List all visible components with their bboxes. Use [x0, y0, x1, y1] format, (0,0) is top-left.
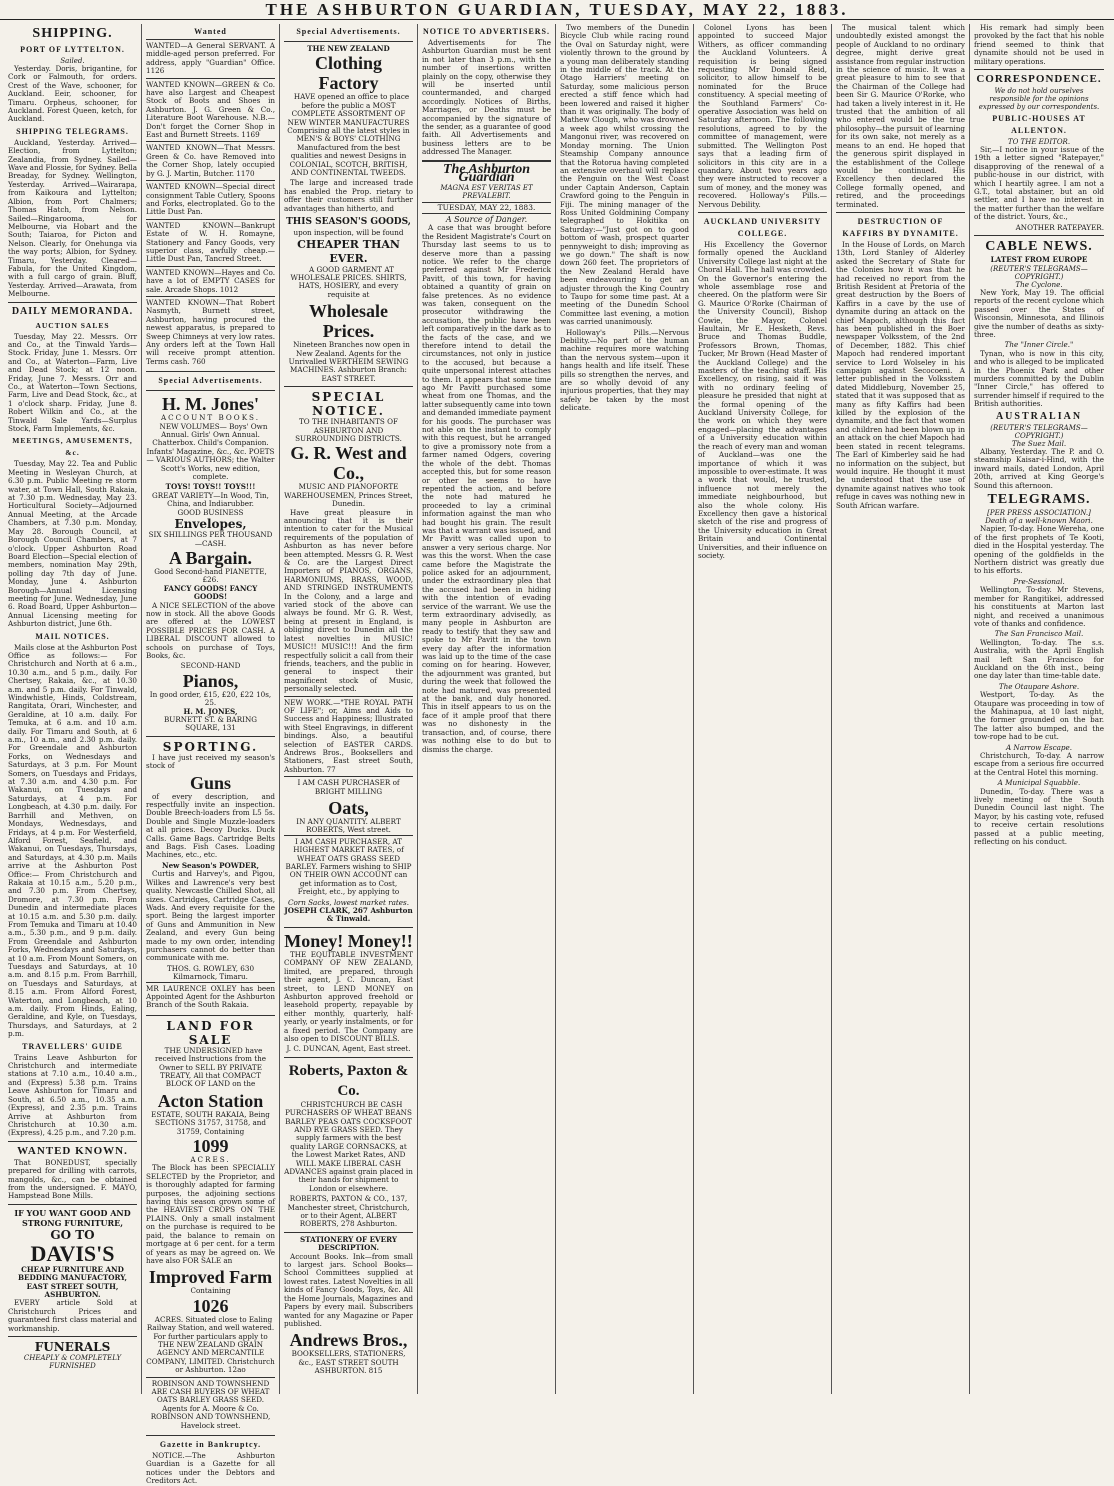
wanted-ad-6: WANTED KNOWN—Hayes and Co. have a lot of EMPTY CASES for sale. Arcade Shops. 1012 [146, 266, 275, 296]
sporting-heading: SPORTING. [162, 739, 259, 754]
news-paragraphs-2: Colonel Lyons has been appointed to succeed Major Withers, as officer commanding the Auckland Volunteers. A requisition is being signed requesting Mr Donald Reid, solicitor, to allow himself to be nominated for the Bruce constituency. A special meeting of the Southland Farmers' Co-operative Association was held on Saturday afternoon. The following resolutions, agreed to by the committee of management, were submitted. The Wellington Post says that a leading firm of solicitors in this city are in a quandary. About two years ago they were instructed to recover a sum of money, and the money was recovered. Holloway's Pills.—Nervous Debility. [698, 23, 827, 209]
clothing-text-2: The large and increased trade has enabled the Prop. rietary to offer their customers still further advantages than hitherto, and [284, 178, 413, 213]
port-heading: PORT OF LYTTELTON. [20, 45, 125, 54]
sporting-signature: THOS. G. ROWLEY, 630 Kilmarnock, Timaru. [166, 963, 255, 982]
acres-number: 1099 [192, 1136, 229, 1157]
australian-heading: AUSTRALIAN [995, 410, 1083, 422]
newspaper-page [4, 23, 1110, 1486]
column-5 [556, 24, 694, 1394]
every-article-text: EVERY article Sold at Christchurch Prices and guaranteed first class material and workmanship. [8, 1298, 137, 1333]
acton-sub: ESTATE, SOUTH RAKAIA, Being SECTIONS 31757, 31758, and 31759, Containing [151, 1109, 270, 1136]
special-notice-text: TO THE INHABITANTS OF ASHBURTON AND SURROUNDING DISTRICTS. [295, 417, 402, 443]
column-8 [970, 24, 1108, 1394]
column-1 [4, 24, 142, 1394]
money-text: THE EQUITABLE INVESTMENT COMPANY OF NEW ZEALAND, limited, are prepared, through their agent, J. C. Duncan, East street, to LEND MONEY on Ashburton approved freehold or leasehold property, repayable by either monthly, quarterly, half-yearly, or yearly instalments, or for a fixed period. The Company are also open to DISCOUNT BILLS. [284, 949, 413, 1043]
clothing-text-3: A GOOD GARMENT AT WHOLESALE PRICES. SHIRTS, HATS, HOSIERY, and every requisite at [290, 264, 407, 299]
telegram-3-text: Wellington, To-day. The s.s. Australia, with the April English mail left San Francisco for Auckland on the 6th inst., being one day later than time-table date. [974, 637, 1104, 681]
kaffirs-heading: DESTRUCTION OF KAFFIRS BY DYNAMITE. [842, 216, 959, 238]
public-houses-heading: PUBLIC-HOUSES AT ALLENTON. [992, 114, 1086, 136]
fancy-goods-heading: FANCY GOODS! FANCY GOODS! [163, 583, 258, 602]
land-heading: LAND FOR SALE [166, 1018, 255, 1047]
wholesale-heading: Wholesale Prices. [309, 301, 388, 342]
money-heading: Money! Money!! [284, 930, 413, 951]
oxley-ad: MR LAURENCE OXLEY has been Appointed Agent for the Ashburton Branch of the South Rakaia. [146, 982, 275, 1012]
telegram-5-text: Christchurch, To-day. A narrow escape from a serious fire occurred at the Central Hotel this morning. [974, 751, 1104, 777]
wanted-ad-1: WANTED—A General SERVANT. A middle-aged person preferred. For address, apply "Guardian" Office. 1126 [146, 39, 275, 78]
clothing-factory-heading: Clothing Factory [314, 53, 383, 94]
jones-signature: H. M. JONES, [183, 706, 238, 716]
bargain-text: Good Second-hand PIANETTE, £26. [154, 566, 267, 585]
andrews-sub: BOOKSELLERS, STATIONERS, &c., EAST STREET SOUTH ASHBURTON. 815 [291, 1349, 406, 1376]
telegram-2-heading: Pre-Sessional. [1013, 576, 1065, 586]
public-houses-text: Sir,—I notice in your issue of the 19th a letter signed "Ratepayer," disapproving of the renewal of a public-house in our district, with which I heartily agree. I am not a G.T., total abstainer, but an old settler, and I have no interest in the matter further than the welfare of the district. Yours, &c., [974, 145, 1104, 222]
purchaser-ad: I AM CASH PURCHASER of BRIGHT MILLING [284, 776, 413, 798]
sporting-intro: I have just received my season's stock of [146, 752, 275, 771]
stationery-text: Account Books. Ink—from small to largest jars. School Books—School Committees supplied at lowest rates. Latest Novelties in all kinds of Fancy Goods, Toys, &c. All the Home Journals, Magazines and Papers by every mail. Subscribers wanted for any Magazine or Paper published. [284, 1251, 413, 1328]
suez-heading: The Suez Mail. [1011, 438, 1067, 448]
auction-heading: AUCTION SALES [35, 320, 110, 330]
notice-advertisers-heading: NOTICE TO ADVERTISERS. [422, 27, 550, 36]
new-work-ad: NEW WORK.—"THE ROYAL PATH OF LIFE"; or, Aims and Aids to Success and Happiness; Illustrated with Steel Engravings, in different bindings. Also, a beautiful selection of EASTER CARDS. Andrews Bros., Booksellers and Stationers, East street South, Ashburton. 77 [284, 696, 413, 777]
guide-text: Trains Leave Ashburton for Christchurch and intermediate stations at 7.10 a.m., 10.40 a.m., and (Express) 5.38 p.m. Trains Leave Ashburton for Timaru and South, at 6.50 a.m., 10.35 a.m. (Express), and 2.35 p.m. Trains Arrive at Ashburton from Christchurch at 10.30 a.m. (Express), 4.25 p.m., and 7.20 p.m. [8, 1052, 137, 1138]
wanted-ad-3: WANTED KNOWN—That Messrs. Green & Co. have Removed into the Corner Shop, lately occupied by G. J. Martin, Butcher. 1170 [146, 141, 275, 180]
improved-text: ACRES. Situated close to Ealing Railway Station, and well watered. For further particulars apply to THE NEW ZEALAND GRAIN AGENCY AND MERCANTILE COMPANY, LIMITED. Christchurch or Ashburton. 12ao [146, 1314, 275, 1375]
guns-heading: Guns [189, 772, 232, 793]
davis-name: DAVIS'S [30, 1240, 115, 1266]
gazette-text: NOTICE.—The Ashburton Guardian is a Gazette for all notices under the Debtors and Creditors Act. [146, 1451, 275, 1486]
wholesale-text: Nineteen Branches now open in New Zealand. Agents for the Unrivalled WERTHEIM SEWING MACHINES. Ashburton Branch: EAST STREET. [288, 340, 410, 383]
roberts-heading: Roberts, Paxton & Co. [288, 1062, 409, 1099]
oats-heading: Oats, [328, 798, 369, 818]
clothing-text: HAVE opened an office to place before the public a MOST COMPLETE ASSORTMENT OF NEW WINTER MANUFACTURES Comprising all the latest styles in MEN'S & BOYS' CLOTHING Manufactured from the best qualities and newest Designs in COLONIAL, SCOTCH, BRITISH, AND CONTINENTAL TWEEDS. [287, 92, 410, 178]
jones-text: NEW VOLUMES— Boys' Own Annual. Girls' Own Annual. Chatterbox. Child's Companion. Infants' Magazine, &c., &c. POETS— VARIOUS AUTHORS; the Walter Scott's Works, new edition, complete. [146, 421, 275, 482]
acton-heading: Acton Station [157, 1090, 264, 1111]
telegram-4-text: Westport, To-day. As the Otaupare was proceeding in tow of the Mahinapua, at 10 last night, the former grounded on the bar. The latter also bumped, and the tow-rope had to be cut. [974, 690, 1104, 742]
telegram-1-heading: Death of a well-known Maori. [985, 516, 1093, 526]
roberts-signature: ROBERTS, PAXTON & CO., 137, Manchester street, Christchurch, or to their Agent, ALBERT ROBERTS, 278 Ashburton. [287, 1194, 410, 1229]
gazette-heading: Gazette in Bankruptcy. [159, 1440, 262, 1449]
powder-heading: New Season's POWDER, [162, 860, 259, 870]
auckland-college-text: His Excellency the Governor formally opened the Auckland University College last night at the Choral Hall. The hall was crowded. On the Governor's entering the whole assemblage rose and cheered. On the platform were Sir G. Maurice O'Rorke (Chairman of the University Council), Bishop Cowie, the Mayor, Colonel Haultain, Mr E. Hesketh, Revs. Bruce and Thomas Buddle, Professors Brown, Thomas, Tucker, Mr Brown (Head Master of the Auckland College) and the masters of the teaching staff. His Excellency, on rising, said it was with no ordinary feeling of pleasure he presided that night at the formal opening of the Auckland University College, for the work on which they were engaged—placing the advantages of a University education within the reach of every man and woman of Auckland—was one the importance of which it was impossible to over-estimate. It was a work that would, he trusted, influence not merely the immediate neighbourhood, but also the whole colony. His Excellency then gave a historical sketch of the rise and progress of the University education in Great Britain and Continental Universities, and their influence on society. [698, 239, 827, 560]
season-heading: THIS SEASON'S GOODS, [286, 217, 411, 228]
notice-advertisers-text: Advertisements for The Ashburton Guardian must be sent in not later than 3 p.m., with the number of insertions written plainly on the copy, otherwise they will be inserted until countermanded, and charged accordingly. Notices of Births, Marriages, or Deaths must be accompanied by the signature of the sender, as a guarantee of good faith. All Advertisements and business letters are to be addressed The Manager. [422, 38, 551, 157]
shipping-text: Yesterday. Doris, brigantine, for Cork or Falmouth, for orders. Crest of the Wave, schooner, for Auckland. Eeir, schooner, for Timaru. Orpheus, schooner, for Auckland. Forest Queen, ketch, for Auckland. [8, 64, 137, 124]
west-text: Have great pleasure in announcing that it is their intention to cater for the Musical requirements of the population of Ashburton as has never before been attempted. Messrs G. R. West & Co. are the Largest Direct Importers of PIANOS, ORGANS, HARMONIUMS, BRASS, WOOD, AND STRINGED INSTRUMENTS In the Colony, and a large and varied stock of the above can always be found. Mr G. R. West, being at present in England, is obliging direct to Dunedin all the latest novelties in MUSIC! MUSIC!! MUSIC!!! And the firm respectfully solicit a call from their friends, teachers, and the public in general to inspect their magnificent stock of Music, personally selected. [284, 507, 413, 694]
pianos-heading: Pianos, [182, 670, 239, 691]
cable-credit: (REUTER'S TELEGRAMS—COPYRIGHT.) [990, 264, 1088, 281]
correspondence-sub: We do not hold ourselves responsible for the opinions expressed by our correspondents. [978, 87, 1100, 112]
news-paragraphs: Two members of the Dunedin Bicycle Club while racing round the Oval on Saturday night, were violently thrown to the ground by a young man deliberately standing in the middle of the track. At the Otago Harriers' meeting on Saturday, some malicious person erected a stiff fence which had been lowered and raised it higher than it was originally. The body of Mathew Clough, who was drowned a week ago whilst crossing the Mangonui river, was recovered on Monday morning. The Union Steamship Company announce that the Rotorua having completed an extensive overhaul will replace the Penguin on the West Coast under Captain Anderson, Captain Crawford going to the Penguin in Fiji. The mining manager of the Ross United Goldmining Company telegraphed to Hokitika on Saturday:—"Just got on to good bottom of wash, prospect quarter pennyweight to dish; improving as we go down." The shaft is now down 260 feet. The proprietors of the New Zealand Herald have been endeavouring to get an adjuster through the King Country to Taupo for some time past. At a meeting of the Dunedin School Committee last evening, a motion was carried unanimously. [560, 23, 689, 327]
inner-circle-heading: The "Inner Circle." [1004, 340, 1074, 350]
funerals-sub: CHEAPLY & COMPLETELY FURNISHED [23, 1354, 122, 1370]
duncan-signature: J. C. DUNCAN, Agent, East street. [286, 1044, 411, 1054]
shipping-heading: SHIPPING. [32, 26, 113, 41]
telegram-5-heading: A Narrow Escape. [1005, 742, 1073, 752]
masthead: THE ASHBURTON GUARDIAN, TUESDAY, MAY 22, 1883. [0, 0, 1114, 20]
wanted-ad-7: WANTED KNOWN—That Robert Nasmyth, Burnett street, Ashburton, having procured the newest apparatus, is prepared to Sweep Chimneys at very low rates. Any orders left at the Town Hall will receive prompt attention. Terms cash. 760 [146, 296, 275, 368]
go-to-label: GO TO [50, 1227, 95, 1242]
envelopes-lead: GOOD BUSINESS [177, 507, 244, 517]
cash-purchaser-ad: I AM CASH PURCHASER, AT HIGHEST MARKET RATES, of WHEAT OATS GRASS SEED BARLEY. Farmers wishing to SHIP ON THEIR OWN ACCOUNT can get information as to Cost, Freight, etc., by applying to [284, 835, 413, 899]
west-sub: MUSIC AND PIANOFORTE WAREHOUSEMEN, Princes Street, Dunedin. [284, 482, 413, 509]
stationery-heading: STATIONERY OF EVERY DESCRIPTION. [299, 1234, 397, 1253]
guns-text: of every description, and respectfully invite an inspection. Double Breech-loaders from L5 5s. Double and Single Muzzle-loaders at all prices. Decoy Ducks. Duck Calls. Game Bags. Cartridge Belts and Bags. Fish Cases. Loading Machines, etc., etc. [146, 791, 275, 860]
bargain-heading: A Bargain. [168, 547, 252, 568]
special-ads-heading: Special Advertisements. [158, 376, 263, 386]
improved-acres: 1026 [192, 1295, 229, 1316]
cable-sub: LATEST FROM EUROPE [990, 255, 1088, 265]
auckland-college-heading: AUCKLAND UNIVERSITY COLLEGE. [703, 216, 822, 238]
column-6 [694, 24, 832, 1394]
oats-sub: IN ANY QUANTITY. ALBERT ROBERTS, West street. [296, 817, 401, 835]
special-notice-heading: SPECIAL NOTICE. [311, 390, 386, 419]
telegram-1-text: Napier, To-day. Hone Wereha, one of the first prophets of Te Kooti, died in the Hospital yesterday. The opening of the goldfields in the Northern district was greatly due to his efforts. [974, 524, 1104, 576]
acton-text: The Block has been SPECIALLY SELECTED by the Proprietor, and is thoroughly adapted for farming purposes, the adjoining sections having this season grown some of the HEAVIEST CROPS ON THE PLAINS. Only a small instalment on the purchase is required to be paid, the balance to remain on mortgage at 6 per cent. for a term of years as may be agreed on. We have also FOR SALE an [146, 1163, 275, 1265]
meetings-heading: MEETINGS, AMUSEMENTS, &c. [12, 436, 133, 458]
column-7 [832, 24, 970, 1394]
land-text: THE UNDERSIGNED have received Instructions from the Owner to SELL BY PRIVATE TREATY, All that COMPACT BLOCK OF LAND on the [154, 1045, 266, 1089]
guardian-logo: The Ashburton Guardian [442, 161, 530, 186]
davis-text: CHEAP FURNITURE AND BEDDING MANUFACTORY, EAST STREET SOUTH, ASHBURTON. [17, 1264, 127, 1299]
wanted-ad-2: WANTED KNOWN—GREEN & Co. have also Largest and Cheapest Stock of Boots and Shoes in Ashburton. J. G. Green & Co., Literature Boot Warehouse. N.B.—Don't forget the Corner Shop in East and Burnett Streets. 1169 [146, 78, 275, 142]
college-continued-text: The musical talent which undoubtedly existed amongst the people of Auckland to no ordinary degree, might derive great assistance from regular instruction in the science of music. It was a great pleasure to him to see that the Chairman of the College had been Sir G. Maurice O'Rorke, who had taken a lively interest in it. He trusted that the ambition of all who entered would be the true philosophy—the pursuit of learning for its own sake, not merely as a means to an end. He hoped that the generous spirit displayed in the establishment of the College would be continued. His Excellency then declared the College formally opened, and retired, and the proceedings terminated. [836, 23, 965, 209]
kaffirs-continued: His remark had simply been provoked by the fact that his noble friend seemed to think that dynamite should not be used in military operations. [974, 23, 1104, 66]
sailed-label: Sailed. [60, 57, 85, 65]
fancy-goods-text: A NICE SELECTION of the above now in stock. All the above Goods are offered at the LOWEST POSSIBLE PRICES FOR CASH. A LIBERAL DISCOUNT allowed to schools on purchase of Toys, Books, &c. [146, 600, 275, 660]
cheaper-heading: CHEAPER THAN EVER. [297, 237, 400, 265]
article-title: A Source of Danger. [445, 214, 528, 224]
jones-sub: ACCOUNT BOOKS. [160, 413, 261, 423]
column-3 [280, 24, 418, 1394]
wanted-known-heading: WANTED KNOWN. [17, 1144, 128, 1157]
cable-news-heading: CABLE NEWS. [985, 239, 1093, 255]
telegram-3-heading: The San Francisco Mail. [994, 629, 1084, 639]
cyclone-text: New York, May 19. The official reports of the recent cyclone which passed over the States of Wisconsin, Minnesota, and Illinois give the number of deaths as sixty-three. [974, 287, 1104, 339]
pianos-text: In good order, £15, £20, £22 10s, 25. [149, 689, 272, 708]
funerals-heading: FUNERALS [34, 1340, 111, 1354]
season-sub: upon inspection, will be found [293, 228, 404, 238]
telegrams-credit: [PER PRESS ASSOCIATION.] [987, 509, 1091, 518]
guide-heading: TRAVELLERS' GUIDE [22, 1041, 123, 1051]
correspondence-heading: CORRESPONDENCE. [976, 73, 1102, 86]
telegram-4-heading: The Otaupare Ashore. [998, 681, 1080, 691]
acres-label: ACRES. [190, 1155, 231, 1165]
public-houses-signature: ANOTHER RATEPAYER. [1015, 222, 1104, 232]
meetings-text: Tuesday, May 22. Tea and Public Meeting in Wesleyan Church, at 6.30 p.m. Public Meeting re storm water, at Town Hall, South Rakaia, at 7.30 p.m. Wednesday, May 23. Horticultural Society—Adjourned Annual Meeting, at the Arcade Chambers, at 7.30 p.m. Monday, May 28. Borough Council, at Borough Council Chambers, at 7 o'clock. Upper Ashburton Road Board Election—Special election of members, nomination May 29th, polling day 7th day of June. Monday, June 4. Ashburton Borough—Annual Licensing meeting for June. Wednesday, June 6. Road Board, Upper Ashburton—Annual Licensing meeting for Ashburton district, June 6th. [8, 459, 137, 629]
envelopes-heading: Envelopes, [174, 517, 247, 532]
wanted-ad-5: WANTED KNOWN—Bankrupt Estate of W. H. Romayne, Stationery and Fancy Goods, very superior class, awfully cheap.—Little Dust Pan, Tancred Street. [146, 219, 275, 266]
telegram-6-text: Dunedin, To-day. There was a lively meeting of the South Dunedin Council last night. The Mayor, by his casting vote, refused to receive certain resolutions passed at a public meeting, reflecting on his conduct. [974, 786, 1104, 847]
toys-heading: TOYS! TOYS!! TOYS!!! [165, 482, 256, 492]
telegrams-heading: TELEGRAMS. [987, 492, 1091, 508]
pianos-lead: SECOND-HAND [180, 661, 241, 671]
andrews-heading: Andrews Bros., [289, 1330, 408, 1351]
kaffirs-text: In the House of Lords, on March 13th, Lord Stanley of Alderley asked the Secretary of State for the Colonies how it was that he had received no report from the British Resident at Pretoria of the great destruction by the Boers of Kaffirs in a cave by the use of dynamite during an attack on the chief Mapoch, although this fact has been published in the Boer newspaper Volksstem, of the 2nd of December, 1882. This chief Mapoch had rendered important service to Lord Wolseley in his campaign against Secocoeni. A letter published in the Volksstem dated Middleburg, November 25, stated that it was supposed that as many as fifty Kaffirs had been killed by the explosion of the dynamite, and the fact that women and children had been blown up in an attack on the chief Mapoch had been stated in recent telegrams. The Earl of Kimberley said he had no information on the subject, but would inquire. He thought it must be understood that the use of dynamite against natives who took refuge in caves was nothing new in South African warfare. [836, 239, 965, 510]
australian-credit: (REUTER'S TELEGRAMS—COPYRIGHT.) [990, 423, 1088, 440]
telegram-6-heading: A Municipal Squabble. [997, 778, 1081, 788]
robinson-ad: ROBINSON AND TOWNSHEND ARE CASH BUYERS OF WHEAT OATS BARLEY GRASS SEED. Agents for A. Moore & Co. ROBINSON AND TOWNSHEND, Havelock street. [146, 1377, 275, 1432]
wanted-ad-4: WANTED KNOWN—Special direct consignment Table Cutlery, Spoons and Forks, electroplated. Go to the Little Dust Pan. [146, 180, 275, 219]
corn-sacks-note: Corn Sacks, lowest market rates. [287, 897, 410, 907]
improved-sub: Containing [190, 1286, 231, 1296]
guardian-motto: MAGNA EST VERITAS ET PREVALEBIT. [440, 183, 533, 200]
wanted-heading: Wanted [194, 27, 227, 36]
great-variety-text: GREAT VARIETY—In Wood, Tin, China, and Indiarubber. [152, 490, 269, 509]
public-houses-to: TO THE EDITOR. [1007, 138, 1071, 147]
column-4 [418, 24, 556, 1394]
furniture-lead: IF YOU WANT GOOD AND STRONG FURNITURE, [14, 1207, 131, 1228]
column-2 [142, 24, 280, 1486]
cyclone-heading: The Cyclone. [1015, 279, 1063, 289]
dateline: TUESDAY, MAY 22, 1883. [422, 202, 551, 214]
inner-circle-text: Tynan, who is now in this city, and who is alleged to be implicated in the Phoenix Park and other murders committed by the Dublin "Inner Circle," has offered to surrender himself if required to the British authorities. [974, 348, 1104, 409]
clark-signature: JOSEPH CLARK, 267 Ashburton & Tinwald. [284, 906, 413, 924]
jones-name: H. M. Jones' [162, 394, 259, 415]
auction-text: Tuesday, May 22. Messrs. Orr and Co., at the Tinwald Yards—Stock. Friday, June 1. Messrs. Orr and Co., at Waterton—Farm, Live and Dead Stock; at 12 noon. Friday, June 7. Messrs. Orr and Co., at Waterton—Town Sections, Farm, Live and Dead Stock, &c., at 1 o'clock sharp. Friday, June 8. Robert Wilkin and Co., at the Tinwald Sale Yards—Surplus Stock, Farm Implements, &c. [8, 331, 137, 434]
suez-text: Albany, Yesterday. The P. and O. steamship Kaisar-i-Hind, with the inward mails, dated London, April 20th, arrived at King George's Sound this afternoon. [974, 447, 1104, 490]
improved-farm-heading: Improved Farm [148, 1267, 273, 1288]
shipping-telegrams-text: Auckland, Yesterday. Arrived—Election, from Lyttelton; Zealandia, from Sydney. Sailed—Wave and Flossie, for Sydney. Bella Breaday, for Sydney. Wellington, Yesterday. Arrived—Wairarapa, from Kaikoura and Lyttelton; Albion, from Port Chalmers; Thomas Hatch, from Nelson. Sailed—Ringarooma, for Melbourne, via Hobart and the South; Taiaroa, for Picton and Nelson. Clearly, for Onehunga via the way ports; Albion, for Sydney. Timaru, Yesterday. Cleared—Fabula, for the United Kingdom, with a full cargo of grain. Bluff, Yesterday. Arrived—Arawata, from Melbourne. [8, 137, 137, 299]
telegram-2-text: Wellington, To-day. Mr Stevens, member for Rangitikei, addressed his constituents at Marton last night, and received a unanimous vote of thanks and confidence. [974, 585, 1104, 628]
wanted-known-text: That BONEDUST, specially prepared for drilling with carrots, mangolds, &c., can be obtained from the undersigned. F. MAYO, Hampstead Bone Mills. [8, 1157, 137, 1201]
jones-address: BURNETT ST. & BARING SQUARE, 131 [164, 715, 257, 733]
nz-label: THE NEW ZEALAND [307, 44, 390, 53]
envelopes-price: SIX SHILLINGS PER THOUSAND—CASH. [148, 530, 273, 548]
memoranda-heading: DAILY MEMORANDA. [11, 305, 134, 317]
holloway-ad: Holloway's Pills.—Nervous Debility.—No part of the human machine requires more watching than the nervous system—upon it hangs health and life itself. These pills so strengthen the nerves, and are so wholly devoid of any injurious properties, that they may safely be taken by the most delicate. [560, 327, 689, 413]
article-text: A case that was brought before the Resident Magistrate's Court on Thursday last seems to us to deserve more than a passing notice. We refer to the charge preferred against Mr Frederick Pavitt, of this town, for having obtained a quantity of grain on false pretences. As no evidence was taken, consequent on the prosecutor withdrawing the accusation, the public have been left comparatively in the dark as to the facts of the case, and we therefore intend to detail the circumstances, not only in justice to the accused, but because a quite unpersonal interest attaches to them. It appears that some time ago Mr Pavitt purchased some wheat from one Thomas, and the latter subsequently came into town and demanded immediate payment for his goods. The purchaser was not able on the instant to comply with this request, but he arranged to give a promissory note from a farmer named Odgers, covering the whole of the debt. Thomas accepted this, but for some reason or other he seems to have repented the action, and before the note had matured he proceeded to lay a criminal information against the man who had bought his grain. The result was that a warrant was issued, and Mr Pavitt was called upon to answer a very serious charge. Nor was this the worst. When the case came before the Magistrate the police asked for an adjournment, under the extraordinary plea that the accused had been in hiding with the intention of evading service of the warrant. We use the term extraordinary advisedly, as many people in Ashburton are ready to testify that they saw and spoke to Mr Pavitt in the town every day after the information was laid up to the time of the case coming on for hearing. However, the adjournment was granted, but during the week that followed the note had matured, was presented at the bank, and duly honored. This in itself appears to us on the face of it ample proof that there was no dishonesty in the transaction, and, of course, there was nothing else to do but to dismiss the charge. [422, 223, 552, 754]
mail-heading: MAIL NOTICES. [35, 631, 110, 641]
west-heading: G. R. West and Co., [290, 443, 407, 484]
roberts-text: CHRISTCHURCH BE CASH PURCHASERS OF WHEAT BEANS BARLEY PEAS OATS COCKSFOOT AND RYE GRASS SEED. They supply farmers with the best quality LARGE CORNSACKS, at the Lowest Market Rates, AND WILL MAKE LIBERAL CASH ADVANCES against grain placed in their hands for shipment to London or elsewhere. [284, 1099, 413, 1193]
powder-text: Curtis and Harvey's, and Pigou, Wilkes and Lawrence's very best quality. Newcastle Chilled Shot, all sizes. Cartridges, Cartridge Cases, Wads. And every requisite for the sport. Being the largest importer of Guns and Ammunition in New Zealand, and every Gun being made to my own order, intending purchasers cannot do better than communicate with me. [146, 869, 275, 963]
shipping-telegrams-heading: SHIPPING TELEGRAMS. [16, 126, 129, 136]
special-ads-heading-2: Special Advertisements. [296, 27, 401, 36]
mail-text: Mails close at the Ashburton Post Office as follows:— For Christchurch and North at 6 a.m., 10.30 a.m., and 5 p.m., daily. For Chertsey, Rakaia, &c., at 10.30 a.m. and 5 p.m. daily. For Tinwald, Windwhistle, Hinds, Coldstream, Rangitata, Orari, Winchester, and Geraldine, at 10 a.m. daily. For Temuka, at 6 a.m. and 10 a.m. daily. For Timaru and South, at 6 a.m., 10 a.m., and 2.30 p.m. daily. For Greendale and Ashburton Forks, on Wednesdays and Saturdays, at 3 p.m. For Mount Somers, on Tuesdays and Fridays, at 7.30 a.m. and 4.30 p.m. For Wakanui, on Tuesdays and Saturdays, at 4 p.m. For Longbeach, at 4.30 p.m. daily. For Barrhill and Methven, on Mondays, Wednesdays, and Fridays, at 4 p.m. For Westerfield, Alford Forest, Seafield, and Wakanui, on Tuesdays, Thursdays, and Saturdays, at 4.30 p.m. Mails arrive at the Ashburton Post Office:— From Christchurch and Rakaia at 10.15 a.m., 5.20 p.m., and 7.30 p.m. From Chertsey, Dromore, at 7.30 p.m. From Dunedin and intermediate places at 10.15 a.m. and 5.30 p.m. daily. From Temuka and Timaru at 10.40 a.m., 5.30 p.m., and 9 p.m. daily. From Greendale and Ashburton Forks, Wednesdays and Saturdays, at 10 a.m. From Mount Somers, on Tuesdays and Saturdays, at 10 a.m. and 8.15 p.m. From Barrhill, on Tuesdays and Saturdays, at 8.15 a.m. From Alford Forest, Waterton, and Longbeach, at 10 a.m. daily. From Hinds, Ealing, Geraldine, and Kyle, on Tuesdays, Thursdays, and Saturdays, at 2 p.m. [8, 642, 137, 1039]
